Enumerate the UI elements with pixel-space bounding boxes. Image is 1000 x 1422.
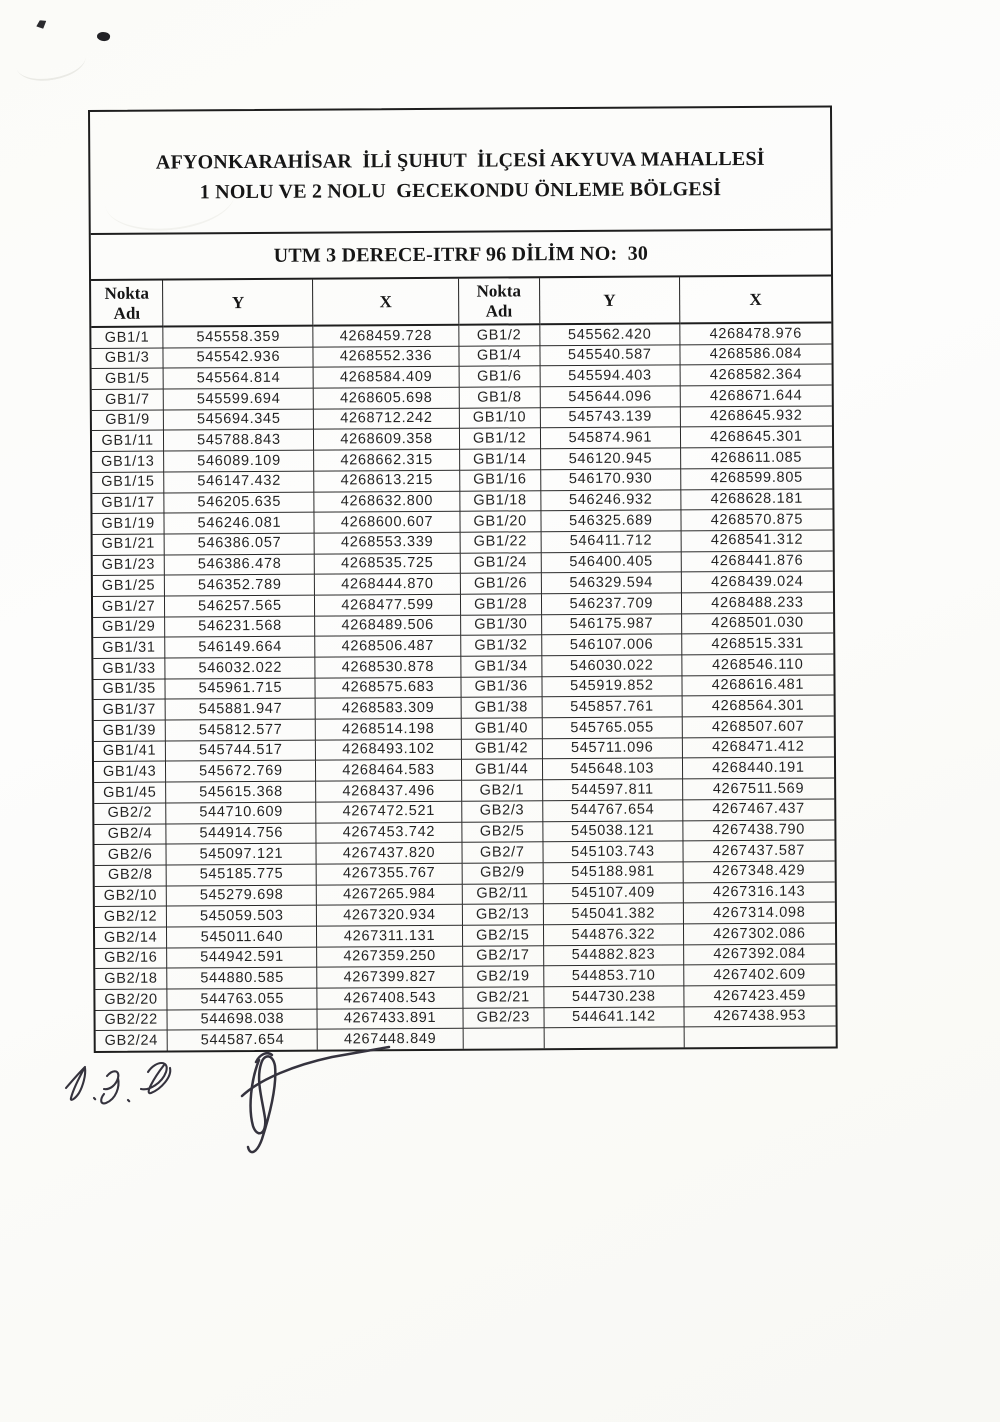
- table-header: [91, 276, 831, 327]
- x-coordinate-cell: 4268444.870: [315, 573, 460, 595]
- coordinate-table: [91, 276, 836, 1051]
- document-title: [90, 107, 831, 235]
- x-coordinate-cell: 4268514.198: [316, 718, 461, 740]
- x-coordinate-cell: 4267437.820: [316, 842, 461, 864]
- point-name-cell: GB2/11: [462, 883, 544, 904]
- point-name-cell: GB1/43: [94, 761, 166, 782]
- y-coordinate-cell: 545644.096: [540, 386, 680, 408]
- point-name-cell: GB1/37: [94, 699, 166, 720]
- column-header-nokta-adi: Nokta Adı: [91, 281, 163, 327]
- x-coordinate-cell: 4268515.331: [681, 633, 833, 655]
- y-coordinate-cell: 545279.698: [167, 885, 317, 907]
- x-coordinate-cell: 4267359.250: [317, 946, 462, 968]
- point-name-cell: GB1/19: [92, 513, 164, 534]
- point-name-cell: GB1/14: [459, 449, 541, 470]
- point-name-cell: GB1/20: [459, 511, 541, 532]
- coordinate-system-subtitle: [91, 230, 831, 281]
- x-coordinate-cell: 4268632.800: [314, 491, 459, 513]
- x-coordinate-cell: 4268584.409: [314, 367, 459, 389]
- y-coordinate-cell: 545744.517: [166, 740, 316, 762]
- column-header-x: X: [679, 276, 831, 323]
- point-name-cell: GB1/8: [459, 387, 541, 408]
- y-coordinate-cell: 545599.694: [163, 388, 313, 410]
- point-name-cell: GB1/17: [92, 493, 164, 514]
- x-coordinate-cell: 4268552.336: [313, 346, 458, 368]
- y-coordinate-cell: 546089.109: [164, 450, 314, 472]
- y-coordinate-cell: 546400.405: [541, 551, 681, 573]
- x-coordinate-cell: 4268546.110: [682, 654, 834, 676]
- point-name-cell: GB1/4: [458, 345, 540, 366]
- point-name-cell: GB1/12: [459, 428, 541, 449]
- handwritten-signature: [52, 1038, 412, 1168]
- x-coordinate-cell: 4268441.876: [681, 551, 833, 573]
- x-coordinate-cell: 4268553.339: [315, 532, 460, 554]
- x-coordinate-cell: 4268564.301: [682, 695, 834, 717]
- x-coordinate-cell: 4268611.085: [680, 447, 832, 469]
- y-coordinate-cell: 545711.096: [542, 738, 682, 760]
- point-name-cell: GB1/31: [93, 637, 165, 658]
- y-coordinate-cell: 545038.121: [543, 820, 683, 842]
- y-coordinate-cell: 545594.403: [540, 365, 680, 387]
- point-name-cell: GB1/29: [93, 617, 165, 638]
- x-coordinate-cell: 4268493.102: [316, 739, 461, 761]
- x-coordinate-cell: 4268507.607: [682, 716, 834, 738]
- y-coordinate-cell: 546149.664: [165, 636, 315, 658]
- x-coordinate-cell: 4267437.587: [683, 840, 835, 862]
- point-name-cell: GB1/25: [93, 575, 165, 596]
- point-name-cell: GB1/13: [92, 451, 164, 472]
- y-coordinate-cell: 545188.981: [543, 862, 683, 884]
- document-frame: [88, 105, 838, 1053]
- point-name-cell: GB1/5: [92, 368, 164, 389]
- x-coordinate-cell: 4267392.084: [683, 944, 835, 966]
- x-coordinate-cell: 4267314.098: [683, 902, 835, 924]
- point-name-cell: GB1/3: [91, 348, 163, 369]
- y-coordinate-cell: [544, 1027, 684, 1048]
- point-name-cell: GB1/16: [459, 470, 541, 491]
- y-coordinate-cell: 545097.121: [166, 843, 316, 865]
- y-coordinate-cell: 544882.823: [544, 945, 684, 967]
- point-name-cell: GB1/40: [461, 718, 543, 739]
- x-coordinate-cell: 4267402.609: [684, 964, 836, 986]
- column-header-y: Y: [163, 280, 313, 327]
- point-name-cell: GB2/1: [461, 780, 543, 801]
- x-coordinate-cell: 4268671.644: [680, 385, 832, 407]
- point-name-cell: GB1/41: [94, 741, 166, 762]
- point-name-cell: [463, 1028, 545, 1049]
- x-coordinate-cell: 4268712.242: [314, 408, 459, 430]
- point-name-cell: GB2/2: [94, 803, 166, 824]
- y-coordinate-cell: 545919.852: [542, 676, 682, 698]
- point-name-cell: GB1/7: [92, 389, 164, 410]
- point-name-cell: GB1/10: [459, 407, 541, 428]
- point-name-cell: GB1/45: [94, 782, 166, 803]
- point-name-cell: GB2/15: [462, 925, 544, 946]
- y-coordinate-cell: 546231.568: [165, 616, 315, 638]
- ink-speck-icon: [35, 19, 48, 31]
- point-name-cell: GB2/7: [461, 842, 543, 863]
- y-coordinate-cell: 546246.932: [541, 489, 681, 511]
- y-coordinate-cell: 545694.345: [164, 409, 314, 431]
- point-name-cell: GB2/14: [95, 927, 167, 948]
- y-coordinate-cell: 545857.761: [542, 696, 682, 718]
- column-header-nokta-adi: Nokta Adı: [458, 278, 540, 324]
- y-coordinate-cell: 546386.478: [164, 554, 314, 576]
- y-coordinate-cell: 546175.987: [541, 614, 681, 636]
- x-coordinate-cell: 4268583.309: [316, 698, 461, 720]
- x-coordinate-cell: 4267433.891: [317, 1008, 462, 1030]
- y-coordinate-cell: 545558.359: [163, 326, 313, 348]
- y-coordinate-cell: 545103.743: [543, 841, 683, 863]
- x-coordinate-cell: 4268440.191: [682, 757, 834, 779]
- point-name-cell: GB2/13: [462, 904, 544, 925]
- x-coordinate-cell: 4268459.728: [313, 325, 458, 347]
- y-coordinate-cell: 545812.577: [165, 719, 315, 741]
- y-coordinate-cell: 544763.055: [167, 988, 317, 1010]
- point-name-cell: GB1/9: [92, 410, 164, 431]
- y-coordinate-cell: 546030.022: [542, 655, 682, 677]
- point-name-cell: GB1/33: [93, 658, 165, 679]
- y-coordinate-cell: 544641.142: [544, 1007, 684, 1029]
- signature-flourish: [242, 1047, 389, 1152]
- x-coordinate-cell: 4267316.143: [683, 882, 835, 904]
- point-name-cell: GB1/23: [93, 555, 165, 576]
- y-coordinate-cell: 545648.103: [542, 758, 682, 780]
- point-name-cell: GB1/28: [460, 594, 542, 615]
- x-coordinate-cell: 4267355.767: [317, 863, 462, 885]
- y-coordinate-cell: 544914.756: [166, 823, 316, 845]
- y-coordinate-cell: 545059.503: [167, 905, 317, 927]
- y-coordinate-cell: 545185.775: [166, 864, 316, 886]
- point-name-cell: GB2/16: [95, 948, 167, 969]
- y-coordinate-cell: 546107.006: [542, 634, 682, 656]
- y-coordinate-cell: 546329.594: [541, 572, 681, 594]
- point-name-cell: GB1/30: [460, 614, 542, 635]
- point-name-cell: GB2/10: [95, 886, 167, 907]
- x-coordinate-cell: 4268645.301: [680, 426, 832, 448]
- y-coordinate-cell: 545961.715: [165, 678, 315, 700]
- point-name-cell: GB2/5: [461, 821, 543, 842]
- x-coordinate-cell: 4267348.429: [683, 861, 835, 883]
- y-coordinate-cell: 546352.789: [165, 574, 315, 596]
- point-name-cell: GB1/34: [460, 656, 542, 677]
- x-coordinate-cell: 4268582.364: [680, 364, 832, 386]
- y-coordinate-cell: 545765.055: [542, 717, 682, 739]
- point-name-cell: GB1/27: [93, 596, 165, 617]
- point-name-cell: GB2/4: [94, 824, 166, 845]
- y-coordinate-cell: 546147.432: [164, 471, 314, 493]
- y-coordinate-cell: 544767.654: [543, 800, 683, 822]
- x-coordinate-cell: 4268586.084: [680, 344, 832, 366]
- point-name-cell: GB2/24: [96, 1030, 168, 1051]
- y-coordinate-cell: 545564.814: [163, 368, 313, 390]
- ink-speck-icon: [96, 31, 111, 43]
- y-coordinate-cell: 546246.081: [164, 512, 314, 534]
- y-coordinate-cell: 545542.936: [163, 347, 313, 369]
- y-coordinate-cell: 545562.420: [540, 323, 680, 345]
- y-coordinate-cell: 544698.038: [167, 1009, 317, 1031]
- x-coordinate-cell: 4268530.878: [315, 656, 460, 678]
- point-name-cell: GB2/19: [462, 966, 544, 987]
- point-name-cell: GB2/20: [95, 989, 167, 1010]
- point-name-cell: GB2/17: [462, 945, 544, 966]
- table-body: [91, 322, 835, 1051]
- y-coordinate-cell: 546237.709: [541, 593, 681, 615]
- point-name-cell: GB1/39: [94, 720, 166, 741]
- y-coordinate-cell: 545743.139: [540, 407, 680, 429]
- x-coordinate-cell: 4268506.487: [315, 636, 460, 658]
- y-coordinate-cell: 545672.769: [166, 761, 316, 783]
- point-name-cell: GB1/44: [461, 759, 543, 780]
- x-coordinate-cell: 4268605.698: [314, 387, 459, 409]
- x-coordinate-cell: 4268471.412: [682, 737, 834, 759]
- column-header-x: X: [313, 279, 458, 326]
- x-coordinate-cell: 4268439.024: [681, 571, 833, 593]
- y-coordinate-cell: 546170.930: [541, 469, 681, 491]
- scan-smudge: [13, 38, 88, 86]
- point-name-cell: GB2/6: [94, 844, 166, 865]
- point-name-cell: GB2/9: [462, 863, 544, 884]
- x-coordinate-cell: 4268616.481: [682, 675, 834, 697]
- x-coordinate-cell: 4267472.521: [316, 801, 461, 823]
- x-coordinate-cell: 4268489.506: [315, 615, 460, 637]
- point-name-cell: GB2/22: [95, 1010, 167, 1031]
- y-coordinate-cell: 546032.022: [165, 657, 315, 679]
- x-coordinate-cell: 4268464.583: [316, 760, 461, 782]
- x-coordinate-cell: 4267320.934: [317, 904, 462, 926]
- y-coordinate-cell: 544730.238: [544, 986, 684, 1008]
- y-coordinate-cell: 545041.382: [543, 903, 683, 925]
- x-coordinate-cell: 4268501.030: [681, 613, 833, 635]
- point-name-cell: GB1/22: [460, 532, 542, 553]
- point-name-cell: GB1/32: [460, 635, 542, 656]
- point-name-cell: GB1/18: [459, 490, 541, 511]
- x-coordinate-cell: 4268599.805: [680, 468, 832, 490]
- y-coordinate-cell: 544710.609: [166, 802, 316, 824]
- y-coordinate-cell: 546325.689: [541, 510, 681, 532]
- x-coordinate-cell: 4267438.790: [683, 819, 835, 841]
- point-name-cell: GB2/18: [95, 968, 167, 989]
- x-coordinate-cell: 4267399.827: [317, 967, 462, 989]
- point-name-cell: GB1/26: [460, 573, 542, 594]
- y-coordinate-cell: 546120.945: [540, 448, 680, 470]
- y-coordinate-cell: 545874.961: [540, 427, 680, 449]
- y-coordinate-cell: 546411.712: [541, 531, 681, 553]
- point-name-cell: GB2/8: [95, 865, 167, 886]
- y-coordinate-cell: 544942.591: [167, 947, 317, 969]
- x-coordinate-cell: 4267311.131: [317, 925, 462, 947]
- x-coordinate-cell: 4268645.932: [680, 406, 832, 428]
- x-coordinate-cell: 4267453.742: [316, 822, 461, 844]
- x-coordinate-cell: 4268477.599: [315, 594, 460, 616]
- y-coordinate-cell: 545540.587: [540, 345, 680, 367]
- point-name-cell: GB1/15: [92, 472, 164, 493]
- point-name-cell: GB1/11: [92, 430, 164, 451]
- point-name-cell: GB1/35: [93, 679, 165, 700]
- y-coordinate-cell: 545881.947: [165, 698, 315, 720]
- title-line-2: 1 NOLU VE 2 NOLU GECEKONDU ÖNLEME BÖLGESİ: [199, 178, 722, 204]
- x-coordinate-cell: 4267302.086: [683, 923, 835, 945]
- point-name-cell: GB1/36: [460, 676, 542, 697]
- y-coordinate-cell: 544880.585: [167, 967, 317, 989]
- point-name-cell: GB1/21: [93, 534, 165, 555]
- x-coordinate-cell: 4267448.849: [318, 1029, 463, 1050]
- y-coordinate-cell: 545788.843: [164, 430, 314, 452]
- y-coordinate-cell: 544853.710: [544, 965, 684, 987]
- y-coordinate-cell: 546205.635: [164, 492, 314, 514]
- y-coordinate-cell: 545011.640: [167, 926, 317, 948]
- x-coordinate-cell: 4267265.984: [317, 884, 462, 906]
- x-coordinate-cell: 4268541.312: [681, 530, 833, 552]
- x-coordinate-cell: 4268613.215: [314, 470, 459, 492]
- point-name-cell: GB1/6: [459, 366, 541, 387]
- x-coordinate-cell: 4268628.181: [681, 488, 833, 510]
- x-coordinate-cell: 4268609.358: [314, 429, 459, 451]
- subtitle-text: UTM 3 DERECE-ITRF 96 DİLİM NO: 30: [273, 242, 649, 267]
- point-name-cell: GB2/12: [95, 906, 167, 927]
- y-coordinate-cell: 545615.368: [166, 781, 316, 803]
- y-coordinate-cell: 544876.322: [543, 924, 683, 946]
- point-name-cell: GB1/42: [461, 738, 543, 759]
- y-coordinate-cell: 545107.409: [543, 882, 683, 904]
- signature-initials: [66, 1063, 170, 1103]
- y-coordinate-cell: 544587.654: [167, 1029, 317, 1050]
- x-coordinate-cell: [684, 1026, 836, 1047]
- point-name-cell: GB1/24: [460, 552, 542, 573]
- y-coordinate-cell: 546257.565: [165, 595, 315, 617]
- x-coordinate-cell: 4268575.683: [315, 677, 460, 699]
- x-coordinate-cell: 4268600.607: [314, 511, 459, 533]
- x-coordinate-cell: 4267438.953: [684, 1006, 836, 1028]
- y-coordinate-cell: 544597.811: [543, 779, 683, 801]
- x-coordinate-cell: 4267467.437: [682, 799, 834, 821]
- point-name-cell: GB2/21: [462, 987, 544, 1008]
- point-name-cell: GB1/1: [91, 327, 163, 349]
- point-name-cell: GB2/23: [463, 1007, 545, 1028]
- x-coordinate-cell: 4267511.569: [682, 778, 834, 800]
- point-name-cell: GB1/38: [461, 697, 543, 718]
- point-name-cell: GB2/3: [461, 801, 543, 822]
- x-coordinate-cell: 4268478.976: [680, 322, 832, 344]
- title-line-1: AFYONKARAHİSAR İLİ ŞUHUT İLÇESİ AKYUVA MAHALLESİ: [155, 147, 765, 174]
- x-coordinate-cell: 4267408.543: [317, 987, 462, 1009]
- y-coordinate-cell: 546386.057: [164, 533, 314, 555]
- column-header-y: Y: [539, 277, 679, 324]
- x-coordinate-cell: 4267423.459: [684, 985, 836, 1007]
- x-coordinate-cell: 4268662.315: [314, 449, 459, 471]
- header-row: [91, 276, 831, 327]
- x-coordinate-cell: 4268535.725: [315, 553, 460, 575]
- point-name-cell: GB1/2: [458, 324, 540, 346]
- x-coordinate-cell: 4268570.875: [681, 509, 833, 531]
- x-coordinate-cell: 4268437.496: [316, 780, 461, 802]
- x-coordinate-cell: 4268488.233: [681, 592, 833, 614]
